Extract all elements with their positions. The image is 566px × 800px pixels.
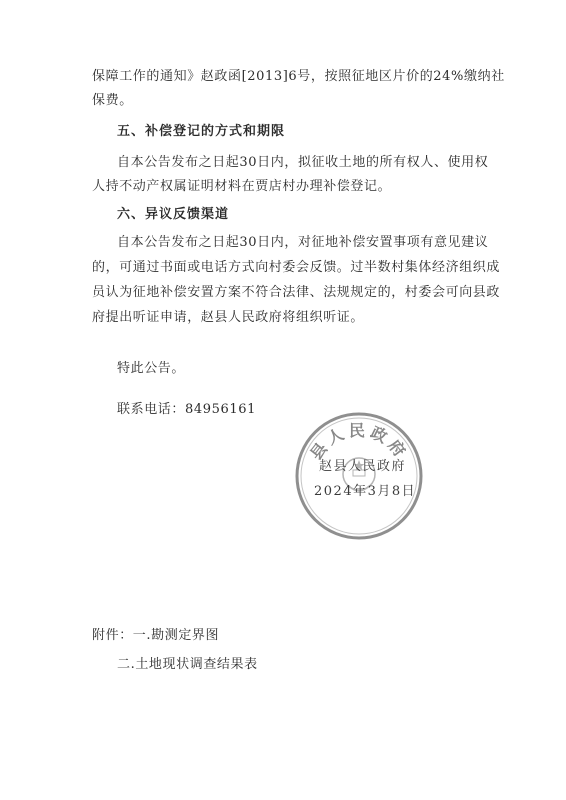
attachment-item-2: 二.土地现状调查结果表	[117, 657, 258, 672]
section-6-line-2: 的，可通过书面或电话方式向村委会反馈。过半数村集体经济组织成	[92, 260, 501, 275]
section-5-line-2: 人持不动产权属证明材料在贾店村办理补偿登记。	[92, 179, 392, 194]
seal-arc-text: 县人民政府	[306, 421, 412, 464]
body-line-2: 保费。	[92, 93, 133, 108]
contact-phone: 联系电话：84956161	[117, 402, 256, 417]
signature-org: 赵县人民政府	[319, 459, 407, 474]
section-6-heading: 六、异议反馈渠道	[117, 207, 230, 222]
signature-date: 2024年3月8日	[314, 484, 417, 499]
section-6-line-4: 府提出听证申请，赵县人民政府将组织听证。	[92, 310, 365, 325]
section-6-line-1: 自本公告发布之日起30日内，对征地补偿安置事项有意见建议	[117, 235, 489, 250]
section-6-line-3: 员认为征地补偿安置方案不符合法律、法规规定的，村委会可向县政	[92, 285, 501, 300]
section-5-heading: 五、补偿登记的方式和期限	[117, 124, 286, 139]
attachment-label: 附件：一.勘测定界图	[92, 628, 220, 643]
section-5-line-1: 自本公告发布之日起30日内，拟征收土地的所有权人、使用权	[117, 155, 489, 170]
body-line-1: 保障工作的通知》赵政函[2013]6号，按照征地区片价的24%缴纳社	[92, 69, 505, 84]
official-seal	[291, 408, 427, 544]
closing-text: 特此公告。	[117, 361, 186, 376]
